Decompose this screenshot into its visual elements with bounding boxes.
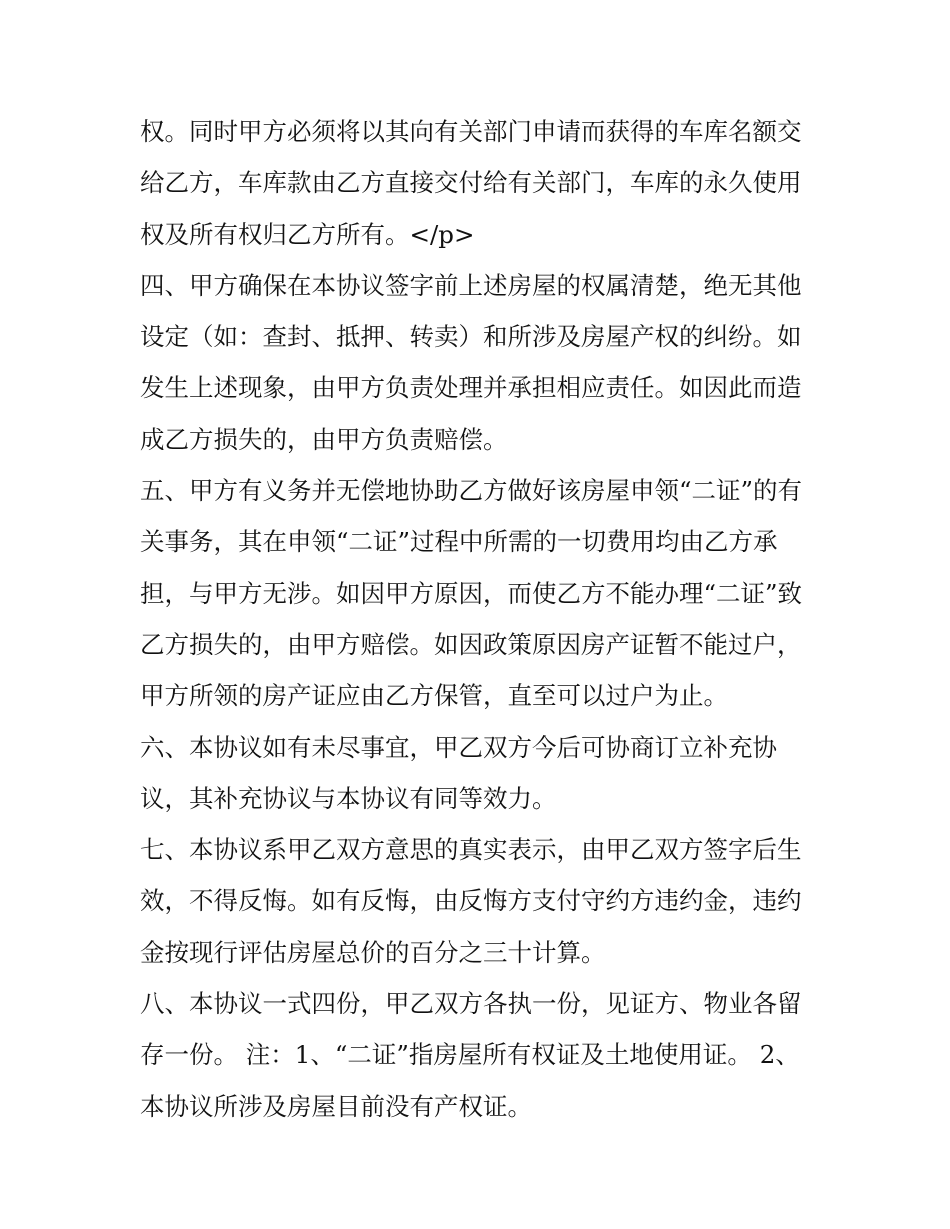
text-line: 发生上述现象，由甲方负责处理并承担相应责任。如因此而造 xyxy=(140,373,802,403)
text-line: 本协议所涉及房屋目前没有产权证。 xyxy=(140,1091,532,1121)
text-line: 给乙方，车库款由乙方直接交付给有关部门，车库的永久使用 xyxy=(140,168,802,198)
text-line: 金按现行评估房屋总价的百分之三十计算。 xyxy=(140,937,606,967)
paragraph xyxy=(140,106,820,260)
paragraph xyxy=(140,260,820,465)
text-line: 乙方损失的，由甲方赔偿。如因政策原因房产证暂不能过户， xyxy=(140,629,802,659)
text-line: 权及所有权归乙方所有。</p> xyxy=(140,219,475,249)
text-line: 存一份。 注：1、“二证”指房屋所有权证及土地使用证。 2、 xyxy=(140,1040,800,1070)
text-line: 成乙方损失的，由甲方负责赔偿。 xyxy=(140,424,508,454)
text-line: 权。同时甲方必须将以其向有关部门申请而获得的车库名额交 xyxy=(140,117,802,146)
text-line: 八、本协议一式四份，甲乙双方各执一份，见证方、物业各留 xyxy=(140,989,802,1019)
paragraph xyxy=(140,722,820,825)
text-line: 四、甲方确保在本协议签字前上述房屋的权属清楚，绝无其他 xyxy=(140,270,802,300)
text-line: 五、甲方有义务并无偿地协助乙方做好该房屋申领“二证”的有 xyxy=(140,476,803,506)
text-line: 效，不得反悔。如有反悔，由反悔方支付守约方违约金，违约 xyxy=(140,886,802,916)
text-line: 关事务，其在申领“二证”过程中所需的一切费用均由乙方承 xyxy=(140,527,778,557)
text-line: 六、本协议如有未尽事宜，甲乙双方今后可协商订立补充协 xyxy=(140,732,777,762)
paragraph xyxy=(140,978,820,1132)
text-line: 七、本协议系甲乙双方意思的真实表示，由甲乙双方签字后生 xyxy=(140,835,802,865)
paragraph xyxy=(140,824,820,978)
text-line: 议，其补充协议与本协议有同等效力。 xyxy=(140,783,557,813)
paragraph xyxy=(140,465,820,721)
text-line: 设定（如：查封、抵押、转卖）和所涉及房屋产权的纠纷。如 xyxy=(140,322,802,352)
text-line: 甲方所领的房产证应由乙方保管，直至可以过户为止。 xyxy=(140,681,728,711)
text-line: 担，与甲方无涉。如因甲方原因，而使乙方不能办理“二证”致 xyxy=(140,578,803,608)
document-body xyxy=(140,106,820,1132)
